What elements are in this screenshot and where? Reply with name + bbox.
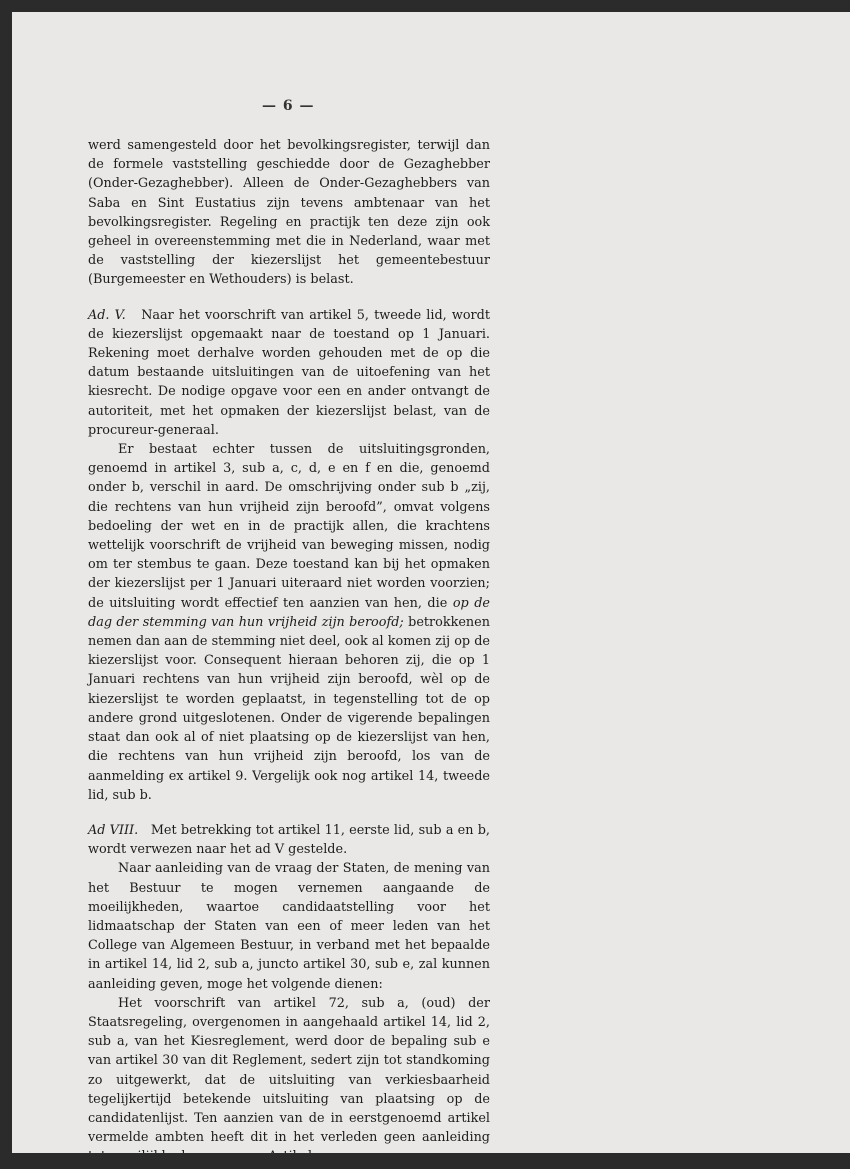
paragraph-6 xyxy=(88,994,490,1167)
paragraph-1 xyxy=(88,136,490,290)
paragraph-5 xyxy=(88,859,490,993)
paragraph-3-text-after: betrokkenen nemen dan aan de stemming niet deel, ook al komen zij op de kiezerslijst voor. Consequent hieraan behoren zij, die op 1 Januari rechtens van hun vrijheid zijn beroofd, wèl op de kiezerslijst te worden geplaatst, in tegenstelling tot de op andere grond uitgeslotenen. Onder de vigerende bepalingen staat dan ook al of niet plaatsing op de kiezerslijst van hen, die rechtens van hun vrijheid zijn beroofd, los van de aanmelding ex artikel 9. Vergelijk ook nog artikel 14, tweede lid, sub b. xyxy=(88,614,490,803)
paragraph-3-text-before: Er bestaat echter tussen de uitsluitingsgronden, genoemd in artikel 3, sub a, c, d, e en f en die, genoemd onder b, verschil in aard. De omschrijving onder sub b „zij, die rechtens van hun vrijheid zijn beroofd”, omvat volgens bedoeling der wet en in de practijk allen, die krachtens wettelijk voorschrift de vrijheid van beweging missen, nodig om ter stembus te gaan. Deze toestand kan bij het opmaken der kiezerslijst per 1 Januari uiteraard niet worden voorzien; de uitsluiting wordt effectief ten aanzien van hen, die xyxy=(88,442,490,611)
paragraph-ad-v xyxy=(88,306,490,440)
scan-border-bottom xyxy=(0,1153,850,1169)
paragraph-ad-viii-text: Met betrekking tot artikel 11, eerste lid, sub a en b, wordt verwezen naar het ad V gestelde. xyxy=(88,822,490,858)
page-number: — 6 — xyxy=(262,98,315,114)
paragraph-3-italic: op de dag der stemming van hun vrijheid zijn beroofd; xyxy=(88,595,491,630)
paragraph-3 xyxy=(88,440,490,805)
section-label-ad-viii: Ad VIII. xyxy=(88,822,139,838)
section-label-ad-v: Ad. V. xyxy=(88,307,126,323)
paragraph-1-text: werd samengesteld door het bevolkingsregister, terwijl dan de formele vaststelling geschiedde door de Gezaghebber (Onder-Gezaghebber). Alleen de Onder-Gezaghebbers van Saba en Sint Eustatius zijn tevens ambtenaar van het bevolkingsregister. Regeling en practijk ten deze zijn ook geheel in overeenstemming met die in Nederland, waar met de vaststelling der kiezerslijst het gemeentebestuur (Burgemeester en Wethouders) is belast. xyxy=(88,138,490,288)
paragraph-ad-v-text: Naar het voorschrift van artikel 5, tweede lid, wordt de kiezerslijst opgemaakt naar de toestand op 1 Januari. Rekening moet derhalve worden gehouden met de op die datum bestaande uitsluitingen van de uitoefening van het kiesrecht. De nodige opgave voor een en ander ontvangt de autoriteit, met het opmaken der kiezerslijst belast, van de procureur-generaal. xyxy=(88,307,491,438)
paragraph-ad-viii xyxy=(88,821,490,859)
body-text xyxy=(88,136,490,1167)
paragraph-5-text: Naar aanleiding van de vraag der Staten, de mening van het Bestuur te mogen vernemen aangaande de moeilijkheden, waartoe candidaatstelling voor het lidmaatschap der Staten van een of meer leden van het College van Algemeen Bestuur, in verband met het bepaalde in artikel 14, lid 2, sub a, juncto artikel 30, sub e, zal kunnen aanleiding geven, moge het volgende dienen: xyxy=(88,861,490,992)
document-page xyxy=(12,12,850,1153)
paragraph-6-text: Het voorschrift van artikel 72, sub a, (oud) der Staatsregeling, overgenomen in aangehaald artikel 14, lid 2, sub a, van het Kiesreglement, werd door de bepaling sub e van artikel 30 van dit Reglement, sedert zijn tot standkoming zo uitgewerkt, dat de uitsluiting van verkiesbaarheid tegelijkertijd betekende uitsluiting van plaatsing op de candidatenlijst. Ten aanzien van de in eerstgenoemd artikel vermelde ambten heeft dit in het verleden geen aanleiding xyxy=(88,995,490,1146)
